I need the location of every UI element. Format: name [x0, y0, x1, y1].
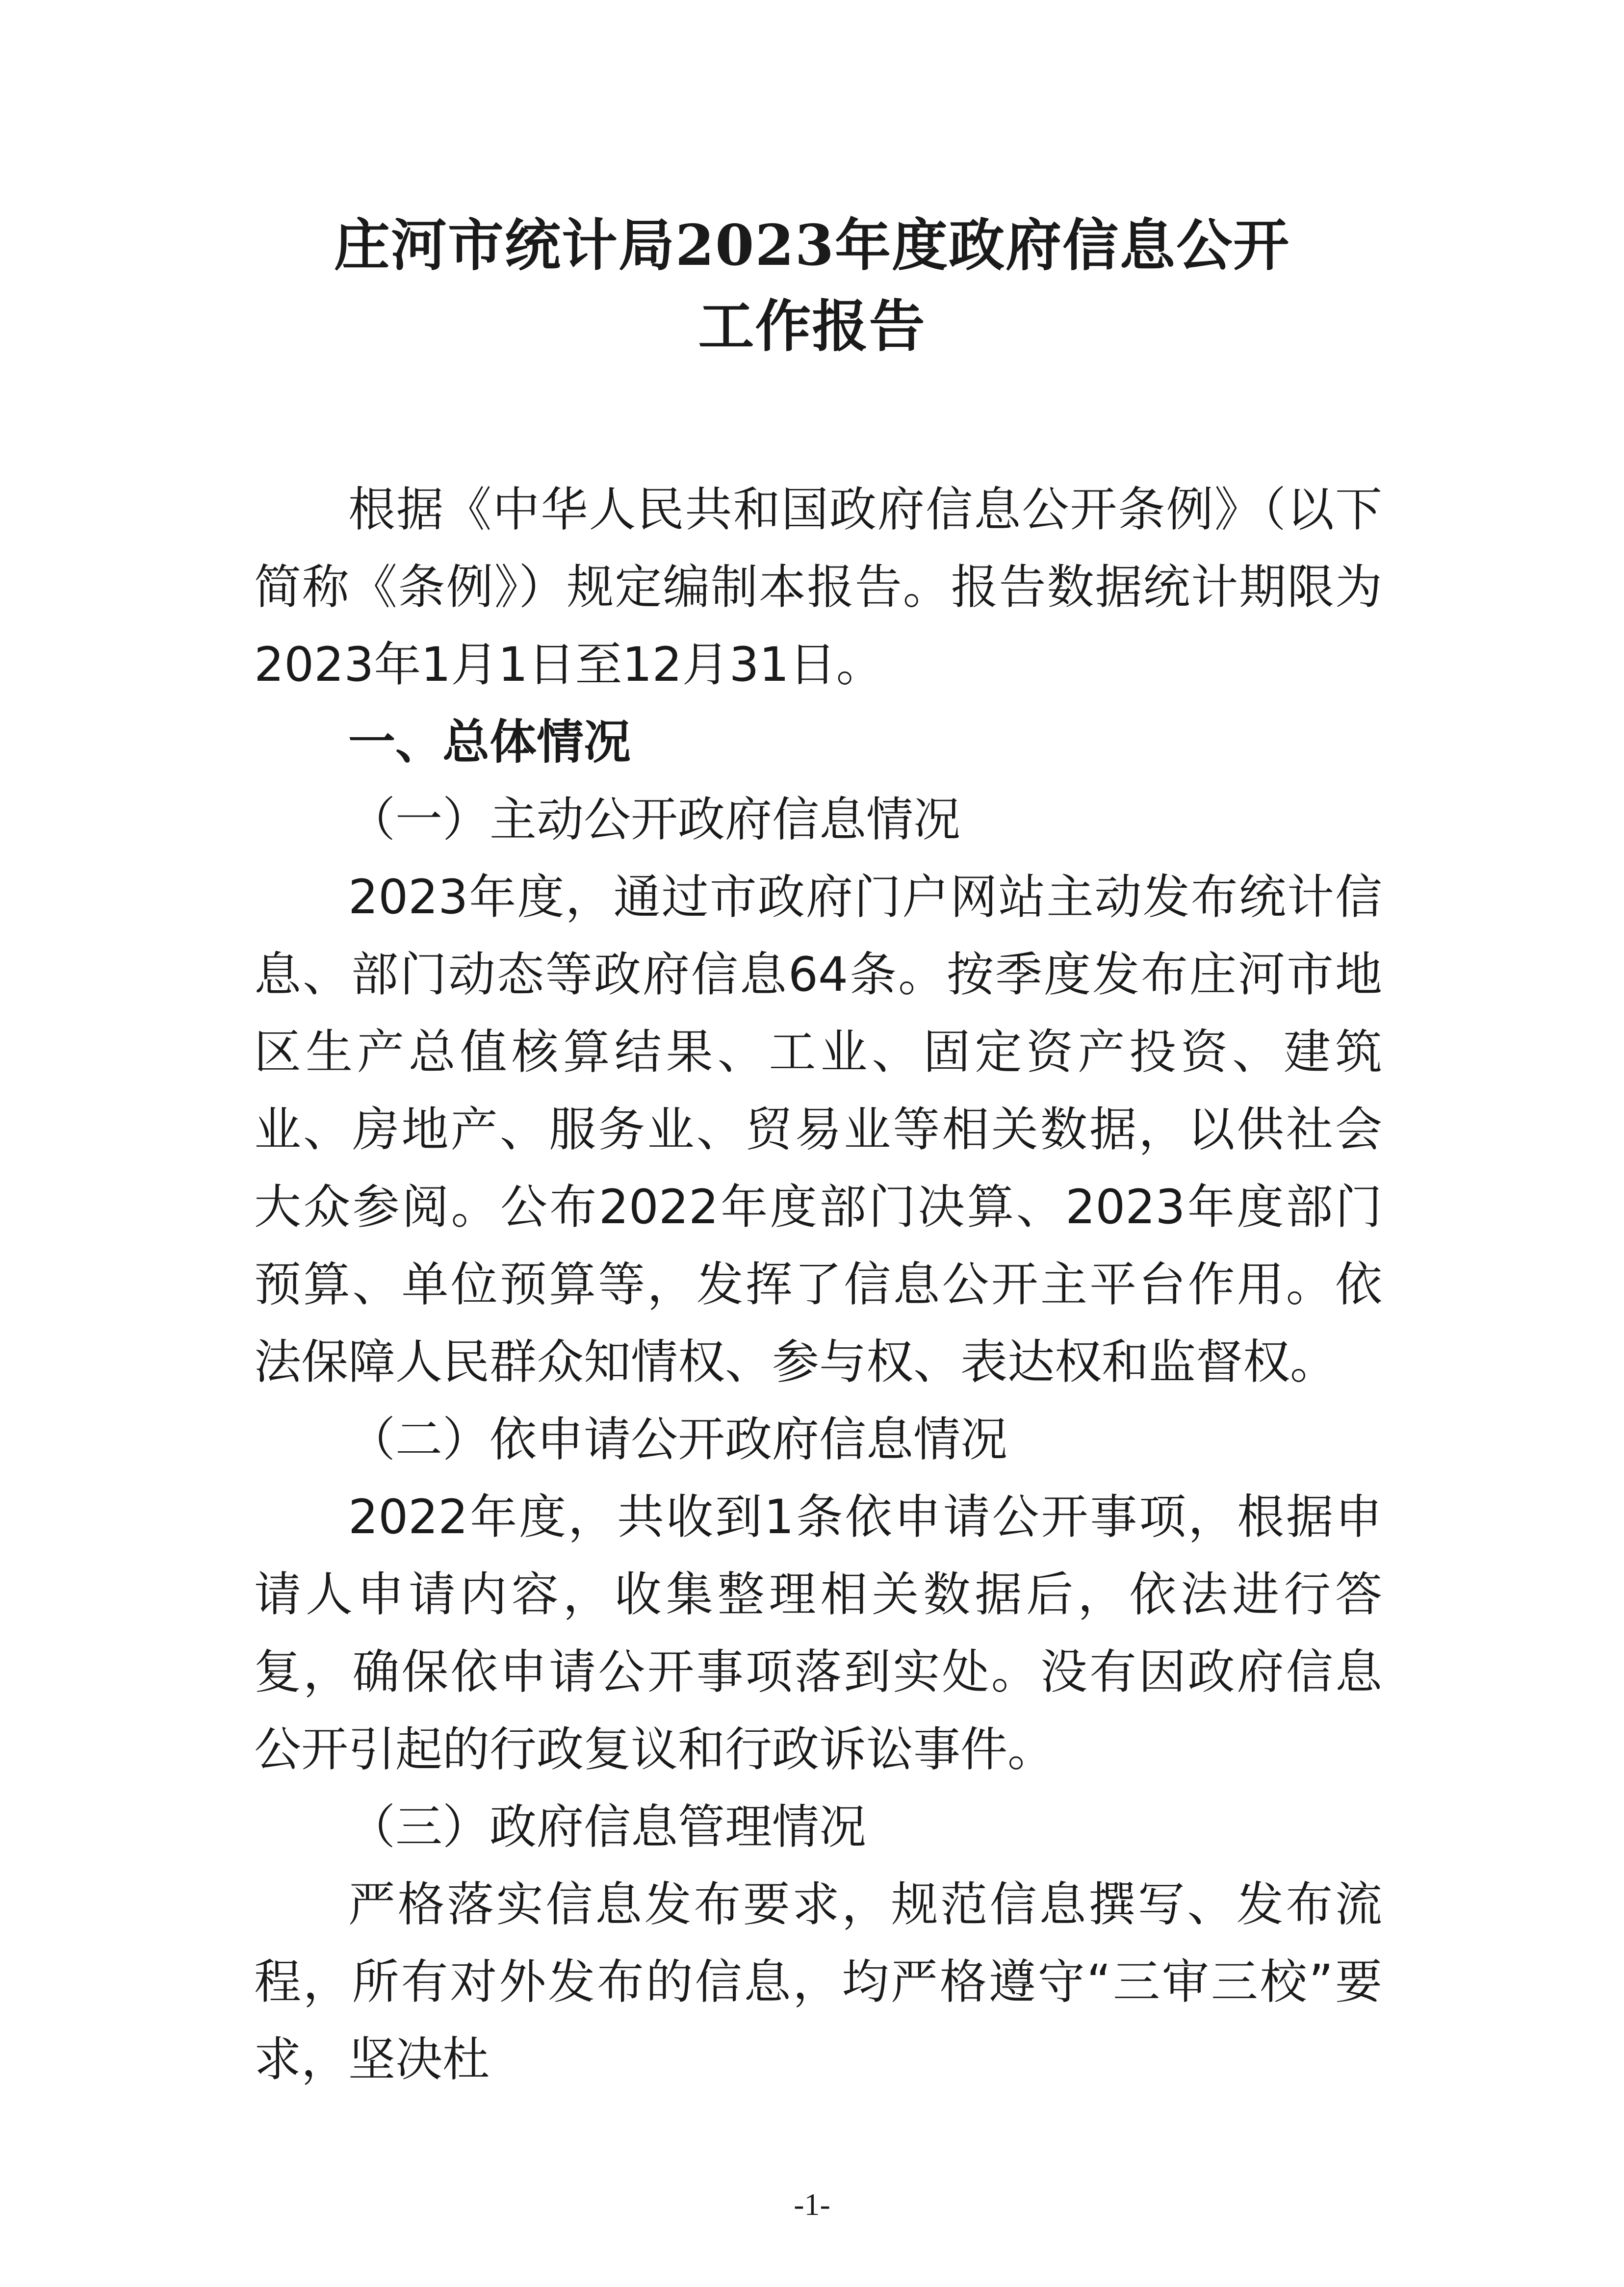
section-heading-overall: 一、总体情况 — [348, 715, 631, 770]
subsection-heading-information-management: （三）政府信息管理情况 — [348, 1799, 866, 1854]
document-title-line-2: 工作报告 — [698, 293, 926, 359]
application-disclosure-paragraph: 2022年度，共收到1条依申请公开事项，根据申请人申请内容，收集整理相关数据后，依法进行答复，确保依申请公开事项落到实处。没有因政府信息公开引起的行政复议和行政诉讼事件。 — [254, 1490, 1382, 1777]
subsection-heading-proactive-disclosure: （一）主动公开政府信息情况 — [348, 792, 960, 847]
information-management-paragraph: 严格落实信息发布要求，规范信息撰写、发布流程，所有对外发布的信息，均严格遵守“三审三校”要求，坚决杜 — [254, 1877, 1382, 2087]
proactive-disclosure-paragraph: 2023年度，通过市政府门户网站主动发布统计信息、部门动态等政府信息64条。按季度发布庄河市地区生产总值核算结果、工业、固定资产投资、建筑业、房地产、服务业、贸易业等相关数据，以供社会大众参阅。公布2022年度部门决算、2023年度部门预算、单位预算等，发挥了信息公开主平台作用。依法保障人民群众知情权、参与权、表达权和监督权。 — [254, 870, 1382, 1389]
subsection-heading-application-disclosure: （二）依申请公开政府信息情况 — [348, 1412, 1007, 1467]
intro-paragraph: 根据《中华人民共和国政府信息公开条例》（以下简称《条例》）规定编制本报告。报告数据统计期限为2023年1月1日至12月31日。 — [254, 482, 1382, 692]
document-body — [254, 471, 1382, 2098]
document-title-line-1: 庄河市统计局2023年度政府信息公开 — [334, 212, 1290, 278]
page-number: -1- — [794, 2187, 830, 2222]
